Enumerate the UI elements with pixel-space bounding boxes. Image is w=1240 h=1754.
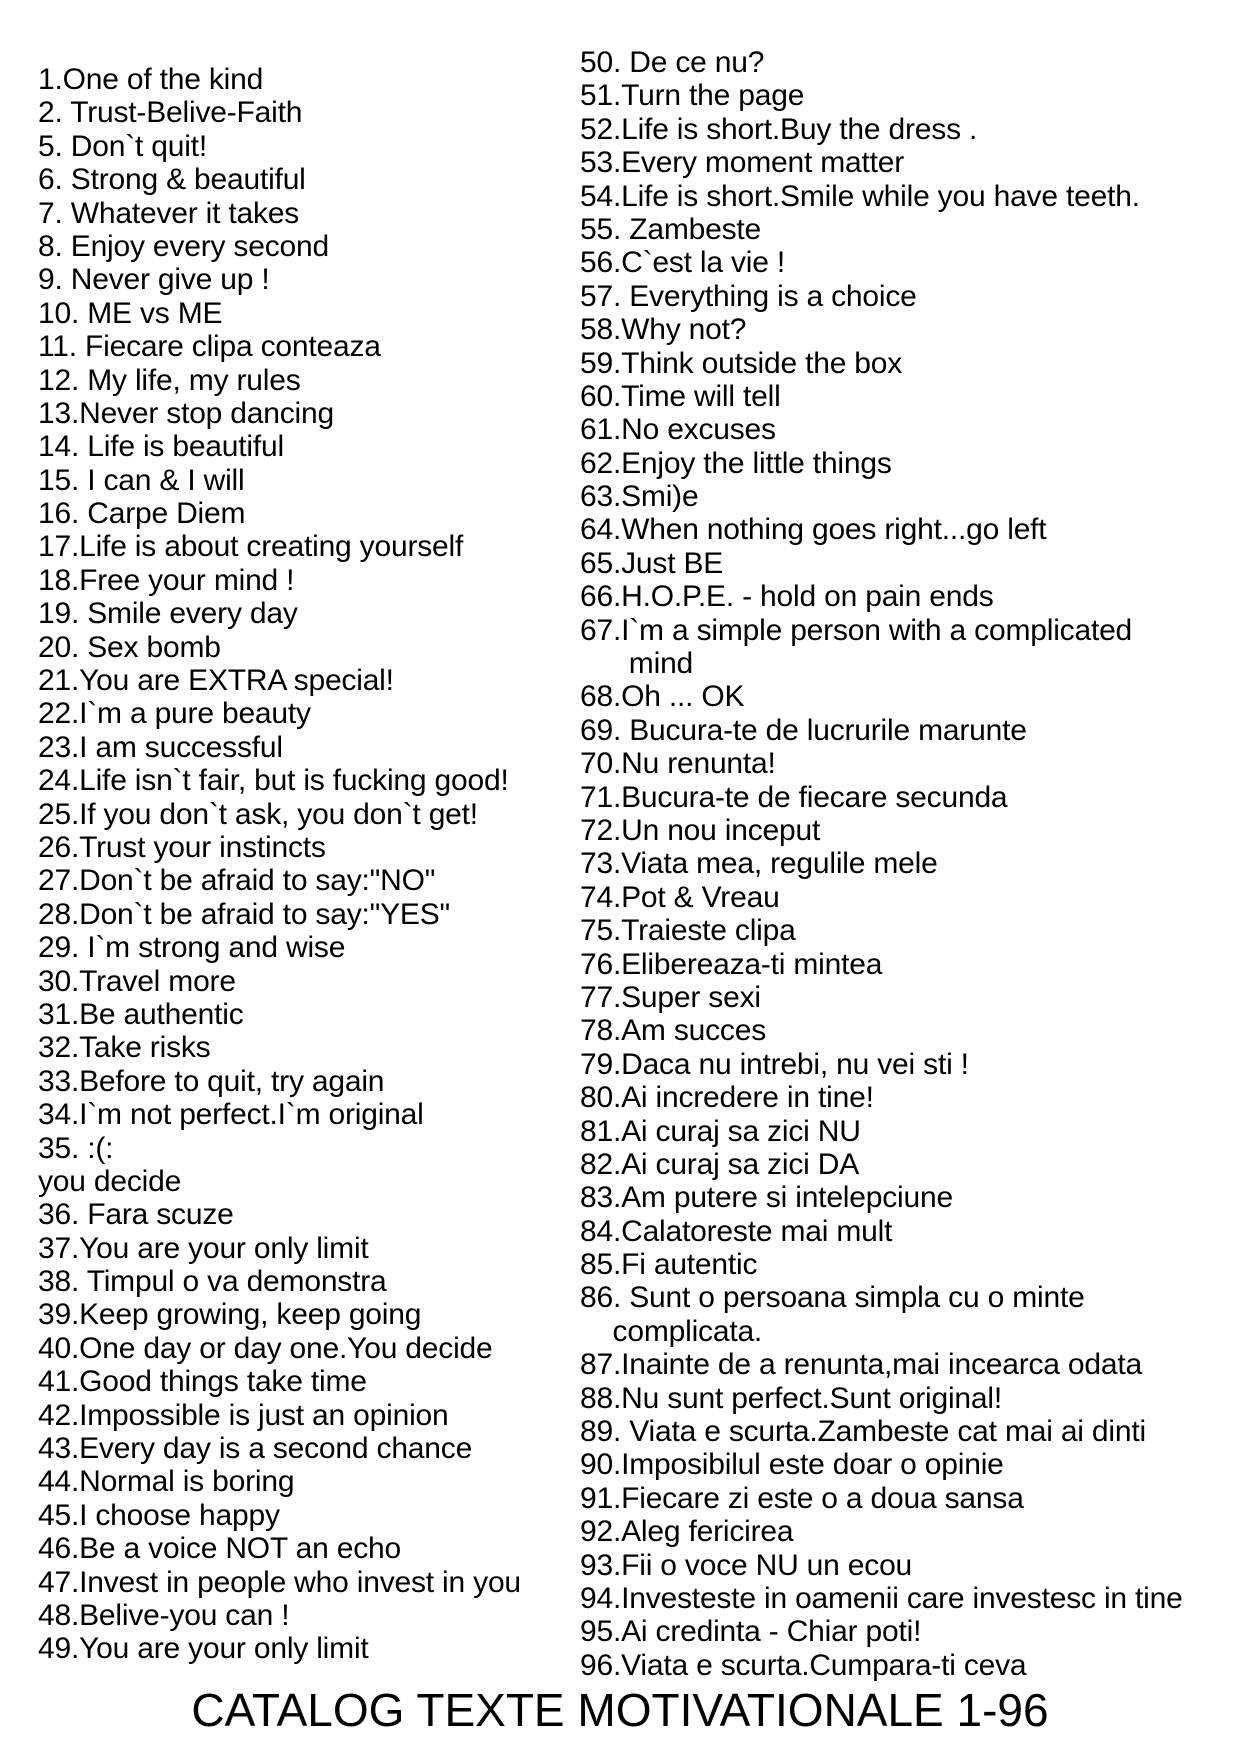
list-item: 24.Life isn`t fair, but is fucking good! xyxy=(38,764,509,798)
list-item: 37.You are your only limit xyxy=(38,1231,369,1265)
list-item: 79.Daca nu intrebi, nu vei sti ! xyxy=(580,1047,969,1081)
list-item: 85.Fi autentic xyxy=(580,1248,758,1282)
list-item: 81.Ai curaj sa zici NU xyxy=(580,1114,861,1148)
list-item: 26.Trust your instincts xyxy=(38,830,326,864)
list-item: 72.Un nou inceput xyxy=(580,814,821,847)
list-item: 43.Every day is a second chance xyxy=(38,1432,473,1466)
list-item: 65.Just BE xyxy=(580,546,724,580)
list-item: 86. Sunt o persoana simpla cu o minte complicata. xyxy=(580,1281,1085,1348)
list-item: 22.I`m a pure beauty xyxy=(38,697,311,731)
list-item: 89. Viata e scurta.Zambeste cat mai ai dinti xyxy=(580,1415,1146,1449)
list-item: 36. Fara scuze xyxy=(38,1198,234,1232)
list-item: 88.Nu sunt perfect.Sunt original! xyxy=(580,1381,1002,1415)
left-text-list xyxy=(38,63,578,1666)
list-item: 34.I`m not perfect.I`m original xyxy=(38,1098,424,1132)
list-item: 7. Whatever it takes xyxy=(38,196,300,230)
list-item: 91.Fiecare zi este o a doua sansa xyxy=(580,1481,1024,1515)
list-item: 41.Good things take time xyxy=(38,1365,367,1399)
list-item: 94.Investeste in oamenii care investesc in tine xyxy=(580,1582,1183,1615)
list-item: 78.Am succes xyxy=(580,1014,767,1048)
list-item: 77.Super sexi xyxy=(580,980,761,1014)
right-text-list xyxy=(580,46,1240,1682)
list-item: 67.I`m a simple person with a complicated mind xyxy=(580,613,1133,681)
list-item: 5. Don`t quit! xyxy=(38,129,207,163)
list-item: 33.Before to quit, try again xyxy=(38,1064,385,1098)
list-item: 62.Enjoy the little things xyxy=(580,446,892,480)
list-item: 32.Take risks xyxy=(38,1031,211,1065)
list-item: 80.Ai incredere in tine! xyxy=(580,1081,874,1115)
list-item: 55. Zambeste xyxy=(580,212,762,246)
list-item: 29. I`m strong and wise xyxy=(38,931,346,965)
list-item: 53.Every moment matter xyxy=(580,146,905,180)
list-item: 58.Why not? xyxy=(580,313,747,347)
list-item: 14. Life is beautiful xyxy=(38,430,284,464)
list-item: 50. De ce nu? xyxy=(580,46,765,79)
list-item: 68.Oh ... OK xyxy=(580,680,745,714)
list-item: 83.Am putere si intelepciune xyxy=(580,1181,953,1215)
list-item: 1.One of the kind xyxy=(38,63,264,96)
list-item: 76.Elibereaza-ti mintea xyxy=(580,947,883,981)
list-item: 73.Viata mea, regulile mele xyxy=(580,847,938,881)
list-item: 60.Time will tell xyxy=(580,379,781,413)
list-item: 87.Inainte de a renunta,mai incearca odata xyxy=(580,1348,1142,1382)
list-item: 38. Timpul o va demonstra xyxy=(38,1265,387,1299)
list-item: 31.Be authentic xyxy=(38,997,244,1031)
list-item: 23.I am successful xyxy=(38,730,283,764)
list-item: 52.Life is short.Buy the dress . xyxy=(580,112,978,146)
list-item: 71.Bucura-te de fiecare secunda xyxy=(580,780,1008,814)
list-item: 9. Never give up ! xyxy=(38,263,270,297)
list-item: 61.No excuses xyxy=(580,413,776,447)
list-item: 20. Sex bomb xyxy=(38,630,221,664)
list-item: 13.Never stop dancing xyxy=(38,396,334,430)
list-item: 39.Keep growing, keep going xyxy=(38,1298,422,1332)
list-item: 66.H.O.P.E. - hold on pain ends xyxy=(580,580,994,614)
list-item: 93.Fii o voce NU un ecou xyxy=(580,1548,913,1582)
catalog-title: CATALOG TEXTE MOTIVATIONALE 1-96 xyxy=(191,1684,1049,1736)
list-item: 19. Smile every day xyxy=(38,597,298,631)
list-item: 18.Free your mind ! xyxy=(38,563,295,597)
list-item: 40.One day or day one.You decide xyxy=(38,1331,493,1365)
list-item: 27.Don`t be afraid to say:"NO" xyxy=(38,864,436,898)
list-item: 54.Life is short.Smile while you have teeth. xyxy=(580,179,1140,213)
list-item: you decide xyxy=(38,1164,182,1198)
list-item: 64.When nothing goes right...go left xyxy=(580,513,1047,547)
list-item: 44.Normal is boring xyxy=(38,1465,295,1499)
list-item: 15. I can & I will xyxy=(38,463,245,497)
list-item: 95.Ai credinta - Chiar poti! xyxy=(580,1615,922,1649)
list-item: 42.Impossible is just an opinion xyxy=(38,1398,449,1432)
list-item: 47.Invest in people who invest in you xyxy=(38,1565,521,1599)
list-item: 63.Smi)e xyxy=(580,480,699,514)
list-item: 10. ME vs ME xyxy=(38,296,223,330)
list-item: 35. :(: xyxy=(38,1131,114,1165)
list-item: 56.C`est la vie ! xyxy=(580,246,786,280)
list-item: 11. Fiecare clipa conteaza xyxy=(38,330,381,364)
list-item: 51.Turn the page xyxy=(580,79,805,113)
list-item: 28.Don`t be afraid to say:"YES" xyxy=(38,897,450,931)
list-item: 59.Think outside the box xyxy=(580,346,903,380)
list-item: 92.Aleg fericirea xyxy=(580,1515,794,1549)
list-item: 12. My life, my rules xyxy=(38,363,301,397)
list-item: 74.Pot & Vreau xyxy=(580,880,780,914)
list-item: 49.You are your only limit xyxy=(38,1632,369,1666)
list-item: 57. Everything is a choice xyxy=(580,279,917,313)
list-item: 2. Trust-Belive-Faith xyxy=(38,96,303,130)
list-item: 82.Ai curaj sa zici DA xyxy=(580,1147,860,1181)
list-item: 69. Bucura-te de lucrurile marunte xyxy=(580,713,1027,747)
list-item: 21.You are EXTRA special! xyxy=(38,664,394,698)
list-item: 8. Enjoy every second xyxy=(38,229,329,263)
list-item: 30.Travel more xyxy=(38,964,236,998)
list-item: 90.Imposibilul este doar o opinie xyxy=(580,1448,1004,1482)
list-item: 16. Carpe Diem xyxy=(38,497,246,531)
list-item: 70.Nu renunta! xyxy=(580,747,776,781)
list-item: 96.Viata e scurta.Cumpara-ti ceva xyxy=(580,1648,1027,1682)
list-item: 25.If you don`t ask, you don`t get! xyxy=(38,797,478,831)
list-item: 45.I choose happy xyxy=(38,1498,280,1532)
list-item: 84.Calatoreste mai mult xyxy=(580,1214,893,1248)
list-item: 46.Be a voice NOT an echo xyxy=(38,1532,401,1566)
list-item: 48.Belive-you can ! xyxy=(38,1598,290,1632)
list-item: 75.Traieste clipa xyxy=(580,914,796,948)
list-item: 6. Strong & beautiful xyxy=(38,163,306,197)
list-item: 17.Life is about creating yourself xyxy=(38,530,464,564)
